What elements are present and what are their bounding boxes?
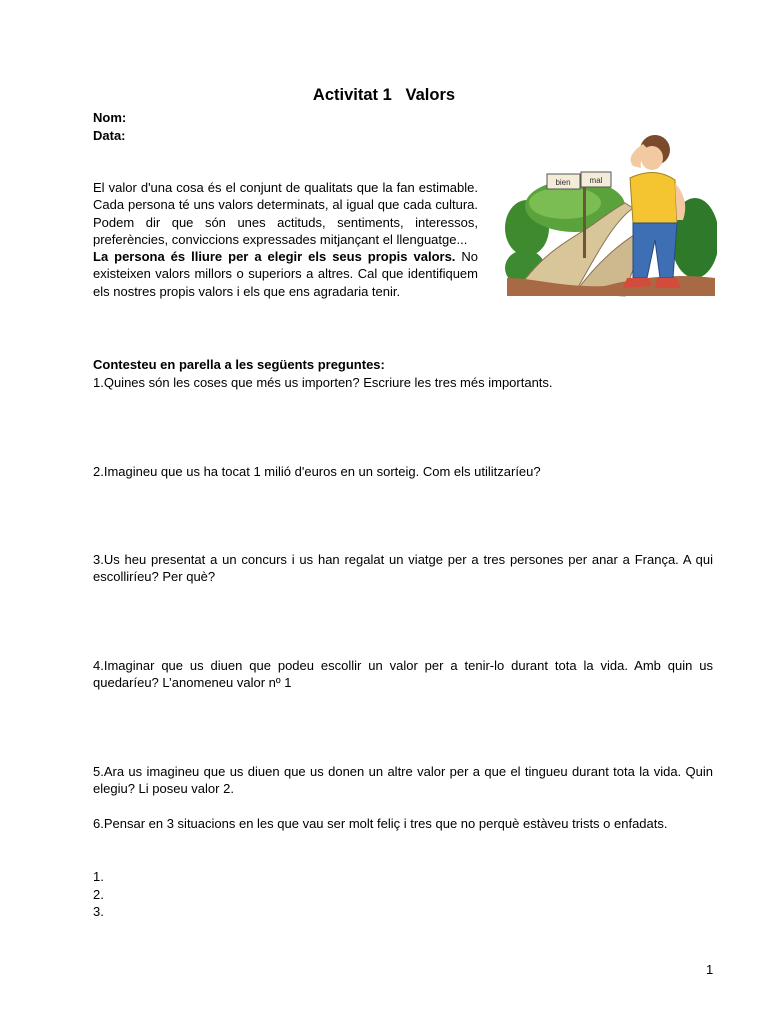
question-3: 3.Us heu presentat a un concurs i us han regalat un viatge per a tres persones per anar a França. A qui escolliríeu? Per què?: [93, 552, 713, 585]
instructions: Contesteu en parella a les següents preguntes:: [93, 357, 385, 372]
answer-list-item-1: 1.: [93, 869, 104, 884]
intro-text-1: El valor d'una cosa és el conjunt de qualitats que la fan estimable. Cada persona té uns valors determinats, al igual que cada cultura. Podem dir que són unes actituds, sentiments, interessos, preferències, conviccions expressades mitjançant el llenguatge...: [93, 180, 478, 247]
answer-list-item-3: 3.: [93, 904, 104, 919]
signpost-pole: [583, 180, 586, 258]
page-title: Activitat 1 Valors: [312, 86, 456, 104]
intro-paragraph: [93, 179, 478, 300]
question-2: 2.Imagineu que us ha tocat 1 milió d'euros en un sorteig. Com els utilitzaríeu?: [93, 464, 541, 479]
boy-shirt: [630, 172, 677, 223]
sign-right-label: mal: [589, 176, 603, 185]
page-number: 1: [706, 962, 714, 977]
intro-text-2: No existeixen valors millors o superiors a altres. Cal que identifiquem els nostres propis valors i els que ens agradaria tenir.: [93, 249, 479, 299]
question-5: 5.Ara us imagineu que us diuen que us donen un altre valor per a que el tingueu durant tota la vida. Quin elegiu? Li poseu valor 2.: [93, 764, 713, 797]
sign-left-label: bien: [555, 178, 571, 187]
answer-list-item-2: 2.: [93, 887, 104, 902]
date-label: Data:: [93, 128, 126, 143]
boy-jeans: [633, 223, 677, 278]
hill-highlight: [529, 187, 601, 219]
intro-bold-statement: La persona és lliure per a elegir els seus propis valors.: [93, 249, 456, 265]
name-label: Nom:: [93, 110, 127, 125]
boy-shoe-right: [655, 278, 681, 288]
question-4: 4.Imaginar que us diuen que podeu escollir un valor per a tenir-lo durant tota la vida. Amb quin us quedaríeu? L’anomeneu valor nº 1: [93, 658, 713, 691]
question-1: 1.Quines són les coses que més us importen? Escriure les tres més importants.: [93, 375, 553, 390]
question-6: 6.Pensar en 3 situacions en les que vau ser molt feliç i tres que no perquè estàveu trists o enfadats.: [93, 816, 668, 831]
crossroads-illustration: [505, 128, 717, 298]
